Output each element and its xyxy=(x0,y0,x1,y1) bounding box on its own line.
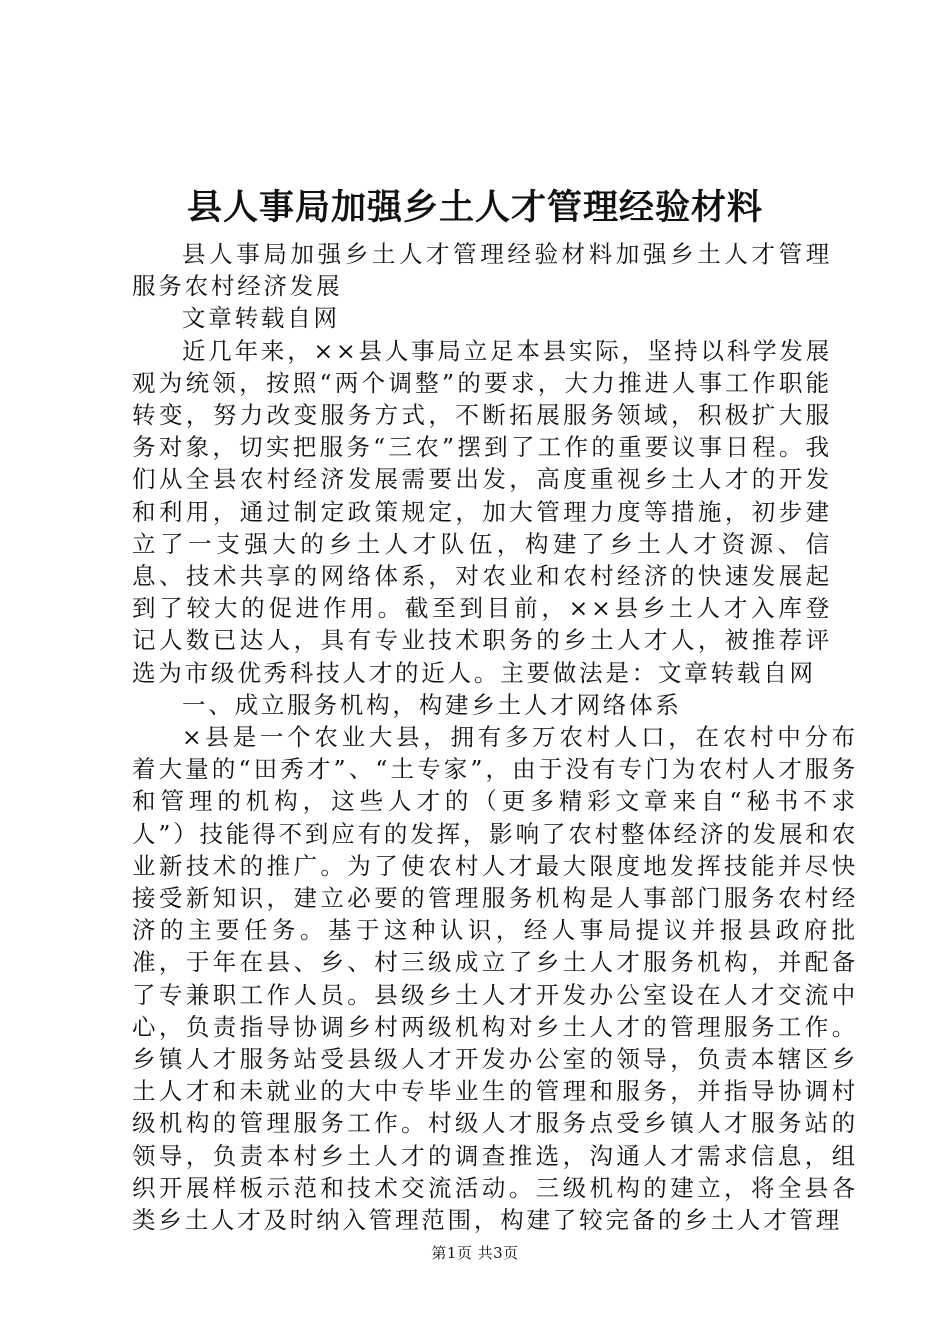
document-body xyxy=(132,238,858,1236)
document-title: 县人事局加强乡土人才管理经验材料 xyxy=(186,188,763,228)
page-number-footer: 第1页 共3页 xyxy=(431,1244,519,1262)
paragraph-intro: 县人事局加强乡土人才管理经验材料加强乡土人才管理服务农村经济发展 xyxy=(132,240,832,301)
section-heading-1: 一、成立服务机构，构建乡土人才网络体系 xyxy=(182,690,682,719)
paragraph-source-note: 文章转载自网 xyxy=(182,304,340,333)
paragraph-section-1: ×县是一个农业大县，拥有多万农村人口，在农村中分布着大量的“田秀才”、“土专家”，由于没有专门为农村人才服务和管理的机构，这些人才的（更多精彩文章来自“秘书不求人”）技能得不到应有的发挥，影响了农村整体经济的发展和农业新技术的推广。为了使农村人才最大限度地发挥技能并尽快接受新知识，建立必要的管理服务机构是人事部门服务农村经济的主要任务。基于这种认识，经人事局提议并报县政府批准，于年在县、乡、村三级成立了乡土人才服务机构，并配备了专兼职工作人员。县级乡土人才开发办公室设在人才交流中心，负责指导协调乡村两级机构对乡土人才的管理服务工作。乡镇人才服务站受县级人才开发办公室的领导，负责本辖区乡土人才和未就业的大中专毕业生的管理和服务，并指导协调村级机构的管理服务工作。村级人才服务点受乡镇人才服务站的领导，负责本村乡土人才的调查推选，沟通人才需求信息，组织开展样板示范和技术交流活动。三级机构的建立，将全县各类乡土人才及时纳入管理范围，构建了较完备的乡土人才管理 xyxy=(132,723,858,1235)
paragraph-overview: 近几年来，××县人事局立足本县实际，坚持以科学发展观为统领，按照“两个调整”的要求，大力推进人事工作职能转变，努力改变服务方式，不断拓展服务领域，积极扩大服务对象，切实把服务“三农”摆到了工作的重要议事日程。我们从全县农村经济发展需要出发，高度重视乡土人才的开发和利用，通过制定政策规定，加大管理力度等措施，初步建立了一支强大的乡土人才队伍，构建了乡土人才资源、信息、技术共享的网络体系，对农业和农村经济的快速发展起到了较大的促进作用。截至到目前，××县乡土人才入库登记人数已达人，具有专业技术职务的乡土人才人，被推荐评选为市级优秀科技人才的近人。主要做法是：文章转载自网 xyxy=(132,336,832,687)
